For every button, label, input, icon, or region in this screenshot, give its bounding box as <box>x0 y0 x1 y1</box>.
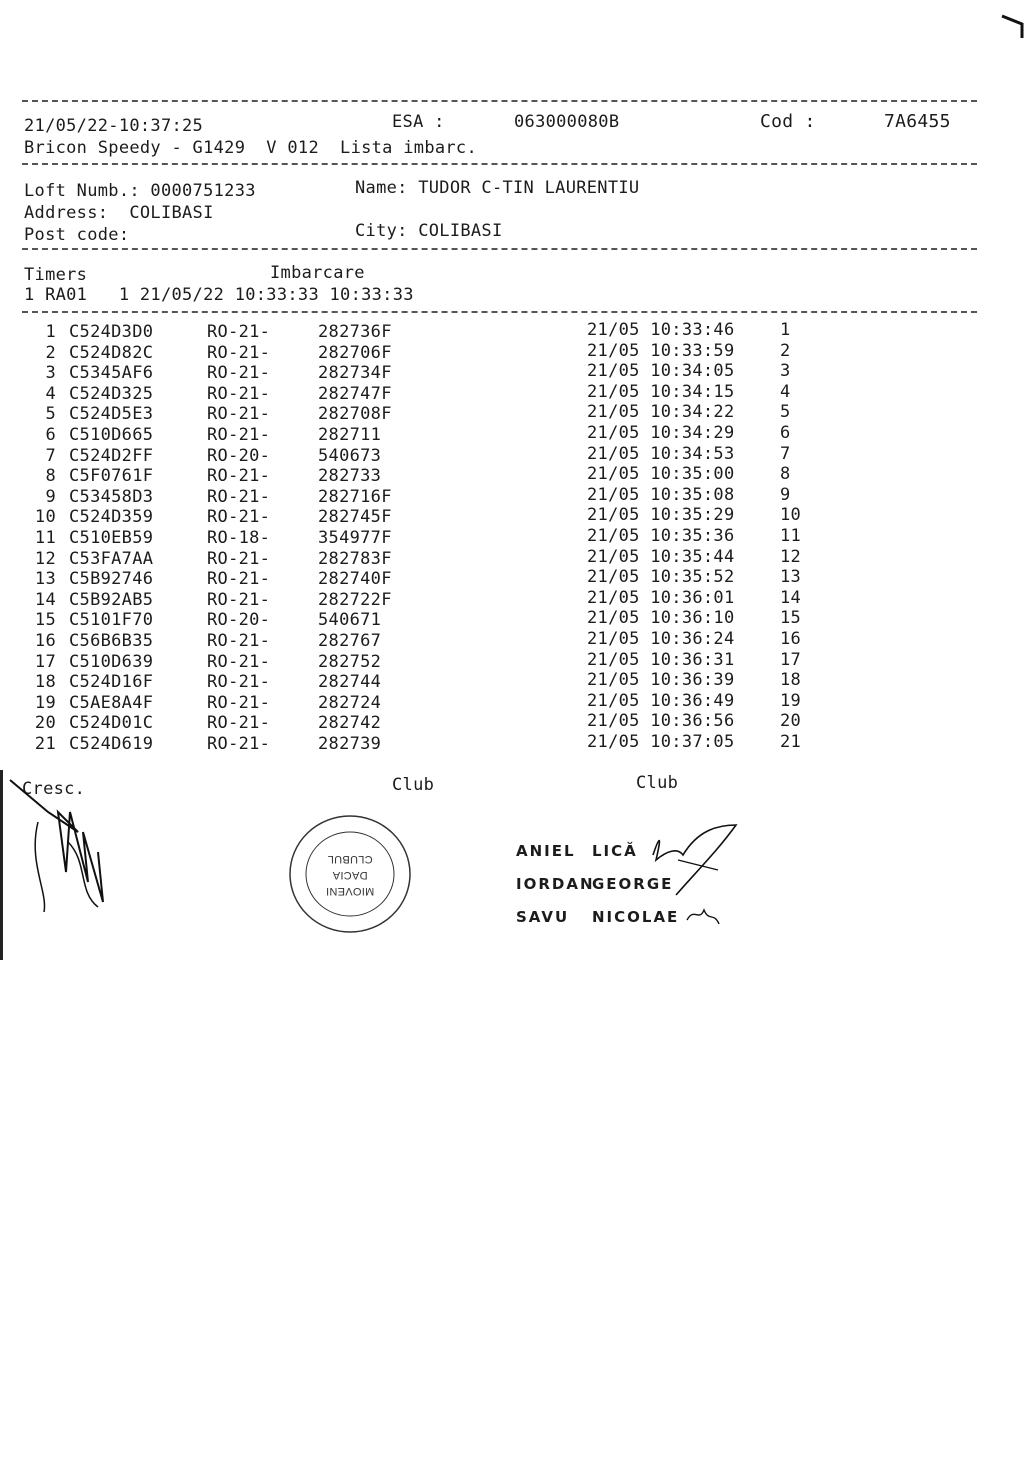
ring-number: 282733 <box>318 466 382 487</box>
table-row <box>0 610 1024 630</box>
chip-code: C524D359 <box>69 507 154 528</box>
table-row <box>0 404 1024 424</box>
table-row <box>0 484 1024 507</box>
arrival-time: 21/05 10:36:01 <box>587 587 735 608</box>
ring-number: 282739 <box>318 734 382 754</box>
row-index: 16 <box>34 631 56 651</box>
breeder-signature <box>8 772 118 922</box>
ring-number: 282742 <box>318 713 382 734</box>
row-index: 7 <box>45 445 56 466</box>
chip-code: C5101F70 <box>69 610 154 631</box>
cod-value: 7A6455 <box>884 111 951 132</box>
table-row <box>0 690 1024 713</box>
table-row <box>0 546 1024 569</box>
row-index: 14 <box>34 589 56 610</box>
rank: 14 <box>780 587 802 608</box>
chip-code: C53FA7AA <box>69 548 154 569</box>
rank: 11 <box>780 526 802 546</box>
separator-line <box>22 163 977 165</box>
esa-value: 063000080B <box>514 112 620 132</box>
table-row <box>0 649 1024 672</box>
table-row <box>0 363 1024 383</box>
ring-number: 540673 <box>318 445 382 466</box>
row-index: 3 <box>45 363 56 384</box>
ring-number: 282706F <box>318 342 392 363</box>
table-row <box>0 631 1024 651</box>
signatory-first-name: IORDAN <box>516 875 595 893</box>
table-row <box>0 381 1024 404</box>
table-row <box>0 587 1024 610</box>
row-index: 8 <box>45 466 56 487</box>
row-index: 20 <box>34 713 56 734</box>
signatory-first-name: ANIEL <box>516 842 576 860</box>
ring-number: 282711 <box>318 425 382 445</box>
chip-code: C510D639 <box>69 651 154 672</box>
timer-line: 1 RA01 1 21/05/22 10:33:33 10:33:33 <box>24 285 414 305</box>
rank: 21 <box>780 732 802 752</box>
table-row <box>0 569 1024 589</box>
row-index: 13 <box>34 569 56 590</box>
arrival-time: 21/05 10:36:24 <box>587 629 735 649</box>
rank: 4 <box>780 381 791 402</box>
signatory-last-name: GEORGE <box>592 875 674 893</box>
arrival-time: 21/05 10:35:52 <box>587 567 735 588</box>
table-row <box>0 322 1024 342</box>
ring-number: 282722F <box>318 589 392 610</box>
row-index: 4 <box>45 383 56 404</box>
rank: 2 <box>780 340 791 361</box>
print-datetime: 21/05/22-10:37:25 <box>24 116 204 136</box>
rank: 9 <box>780 484 791 505</box>
ring-prefix: RO-21- <box>207 548 271 569</box>
row-index: 6 <box>45 425 56 445</box>
ring-prefix: RO-21- <box>207 486 271 507</box>
ring-prefix: RO-21- <box>207 507 271 528</box>
rank: 6 <box>780 423 791 443</box>
arrival-time: 21/05 10:33:46 <box>587 320 735 340</box>
row-index: 21 <box>34 734 56 754</box>
ring-prefix: RO-21- <box>207 569 271 590</box>
ring-number: 282745F <box>318 507 392 528</box>
esa-label: ESA : <box>392 112 445 132</box>
address: Address: COLIBASI <box>24 203 214 223</box>
arrival-time: 21/05 10:34:53 <box>587 443 735 464</box>
chip-code: C56B6B35 <box>69 631 154 651</box>
table-row <box>0 425 1024 445</box>
chip-code: C524D5E3 <box>69 404 154 425</box>
document-subtitle: Bricon Speedy - G1429 V 012 Lista imbarc. <box>24 138 477 158</box>
rank: 15 <box>780 608 802 629</box>
rank: 18 <box>780 670 802 691</box>
signature <box>648 820 748 900</box>
separator-line <box>22 248 977 250</box>
arrival-time: 21/05 10:35:00 <box>587 464 735 485</box>
row-index: 17 <box>34 651 56 672</box>
chip-code: C5F0761F <box>69 466 154 487</box>
ring-number: 282767 <box>318 631 382 651</box>
chip-code: C510D665 <box>69 425 154 445</box>
chip-code: C524D325 <box>69 383 154 404</box>
chip-code: C524D82C <box>69 342 154 363</box>
ring-number: 282708F <box>318 404 392 425</box>
ring-prefix: RO-21- <box>207 383 271 404</box>
ring-number: 282724 <box>318 692 382 713</box>
rank: 17 <box>780 649 802 670</box>
table-row <box>0 443 1024 466</box>
row-index: 1 <box>45 322 56 342</box>
rank: 13 <box>780 567 802 588</box>
arrival-time: 21/05 10:36:49 <box>587 690 735 711</box>
post-code: Post code: <box>24 225 130 245</box>
arrival-time: 21/05 10:34:29 <box>587 423 735 443</box>
signatory-last-name: LICĂ <box>592 842 638 860</box>
ring-prefix: RO-21- <box>207 672 271 693</box>
arrival-time: 21/05 10:35:36 <box>587 526 735 546</box>
ring-number: 282752 <box>318 651 382 672</box>
ring-number: 282740F <box>318 569 392 590</box>
chip-code: C5345AF6 <box>69 363 154 384</box>
chip-code: C53458D3 <box>69 486 154 507</box>
arrival-time: 21/05 10:37:05 <box>587 732 735 752</box>
row-index: 10 <box>34 507 56 528</box>
chip-code: C524D3D0 <box>69 322 154 342</box>
loft-number: Loft Numb.: 0000751233 <box>24 181 256 201</box>
rank: 10 <box>780 505 802 526</box>
ring-prefix: RO-20- <box>207 610 271 631</box>
table-row <box>0 507 1024 527</box>
ring-prefix: RO-18- <box>207 528 271 548</box>
svg-text:CLUBUL: CLUBUL <box>327 853 373 865</box>
rank: 3 <box>780 361 791 382</box>
arrival-time: 21/05 10:36:39 <box>587 670 735 691</box>
rank: 8 <box>780 464 791 485</box>
row-index: 19 <box>34 692 56 713</box>
arrival-time: 21/05 10:33:59 <box>587 340 735 361</box>
table-row <box>0 340 1024 363</box>
signatory-last-name: NICOLAE <box>592 908 680 926</box>
arrival-time: 21/05 10:35:29 <box>587 505 735 526</box>
ring-number: 282716F <box>318 486 392 507</box>
ring-prefix: RO-21- <box>207 425 271 445</box>
rank: 12 <box>780 546 802 567</box>
club-label: Club <box>636 773 679 793</box>
ring-prefix: RO-21- <box>207 713 271 734</box>
ring-prefix: RO-21- <box>207 651 271 672</box>
arrival-time: 21/05 10:36:10 <box>587 608 735 629</box>
row-index: 11 <box>34 528 56 548</box>
ring-number: 282783F <box>318 548 392 569</box>
rank: 19 <box>780 690 802 711</box>
rank: 16 <box>780 629 802 649</box>
row-index: 5 <box>45 404 56 425</box>
row-index: 9 <box>45 486 56 507</box>
signature <box>684 902 724 928</box>
separator-line <box>22 100 977 102</box>
svg-text:MIOVENI: MIOVENI <box>325 885 375 897</box>
city: City: COLIBASI <box>355 221 503 241</box>
row-index: 15 <box>34 610 56 631</box>
arrival-time: 21/05 10:34:15 <box>587 381 735 402</box>
ring-number: 282744 <box>318 672 382 693</box>
chip-code: C5B92746 <box>69 569 154 590</box>
ring-prefix: RO-21- <box>207 692 271 713</box>
table-row <box>0 672 1024 692</box>
chip-code: C524D16F <box>69 672 154 693</box>
page-edge <box>0 770 3 960</box>
rank: 1 <box>780 320 791 340</box>
ring-prefix: RO-20- <box>207 445 271 466</box>
ring-prefix: RO-21- <box>207 404 271 425</box>
corner-mark <box>1000 10 1024 40</box>
table-row <box>0 734 1024 754</box>
owner-name: Name: TUDOR C-TIN LAURENTIU <box>355 178 640 198</box>
arrival-time: 21/05 10:36:31 <box>587 649 735 670</box>
ring-prefix: RO-21- <box>207 342 271 363</box>
svg-text:DACIA: DACIA <box>332 869 368 881</box>
table-row <box>0 713 1024 733</box>
timers-label: Timers <box>24 265 88 285</box>
rank: 5 <box>780 402 791 423</box>
ring-prefix: RO-21- <box>207 734 271 754</box>
cod-label: Cod : <box>760 111 816 132</box>
table-row <box>0 466 1024 486</box>
ring-prefix: RO-21- <box>207 363 271 384</box>
row-index: 12 <box>34 548 56 569</box>
club-label: Club <box>392 775 435 795</box>
ring-number: 282734F <box>318 363 392 384</box>
arrival-time: 21/05 10:34:05 <box>587 361 735 382</box>
chip-code: C524D01C <box>69 713 154 734</box>
ring-number: 540671 <box>318 610 382 631</box>
club-stamp <box>285 812 415 937</box>
ring-prefix: RO-21- <box>207 466 271 487</box>
chip-code: C524D2FF <box>69 445 154 466</box>
ring-prefix: RO-21- <box>207 631 271 651</box>
chip-code: C524D619 <box>69 734 154 754</box>
chip-code: C5B92AB5 <box>69 589 154 610</box>
separator-line <box>22 311 977 313</box>
rank: 7 <box>780 443 791 464</box>
arrival-time: 21/05 10:35:08 <box>587 484 735 505</box>
table-row <box>0 528 1024 548</box>
ring-number: 354977F <box>318 528 392 548</box>
imbarcare-label: Imbarcare <box>270 263 365 283</box>
row-index: 2 <box>45 342 56 363</box>
chip-code: C5AE8A4F <box>69 692 154 713</box>
arrival-time: 21/05 10:34:22 <box>587 402 735 423</box>
ring-number: 282747F <box>318 383 392 404</box>
arrival-time: 21/05 10:35:44 <box>587 546 735 567</box>
signatory-first-name: SAVU <box>516 908 570 926</box>
arrival-time: 21/05 10:36:56 <box>587 711 735 732</box>
cresc-label: Cresc. <box>22 779 86 799</box>
ring-prefix: RO-21- <box>207 322 271 342</box>
ring-number: 282736F <box>318 322 392 342</box>
row-index: 18 <box>34 672 56 693</box>
ring-prefix: RO-21- <box>207 589 271 610</box>
chip-code: C510EB59 <box>69 528 154 548</box>
rank: 20 <box>780 711 802 732</box>
